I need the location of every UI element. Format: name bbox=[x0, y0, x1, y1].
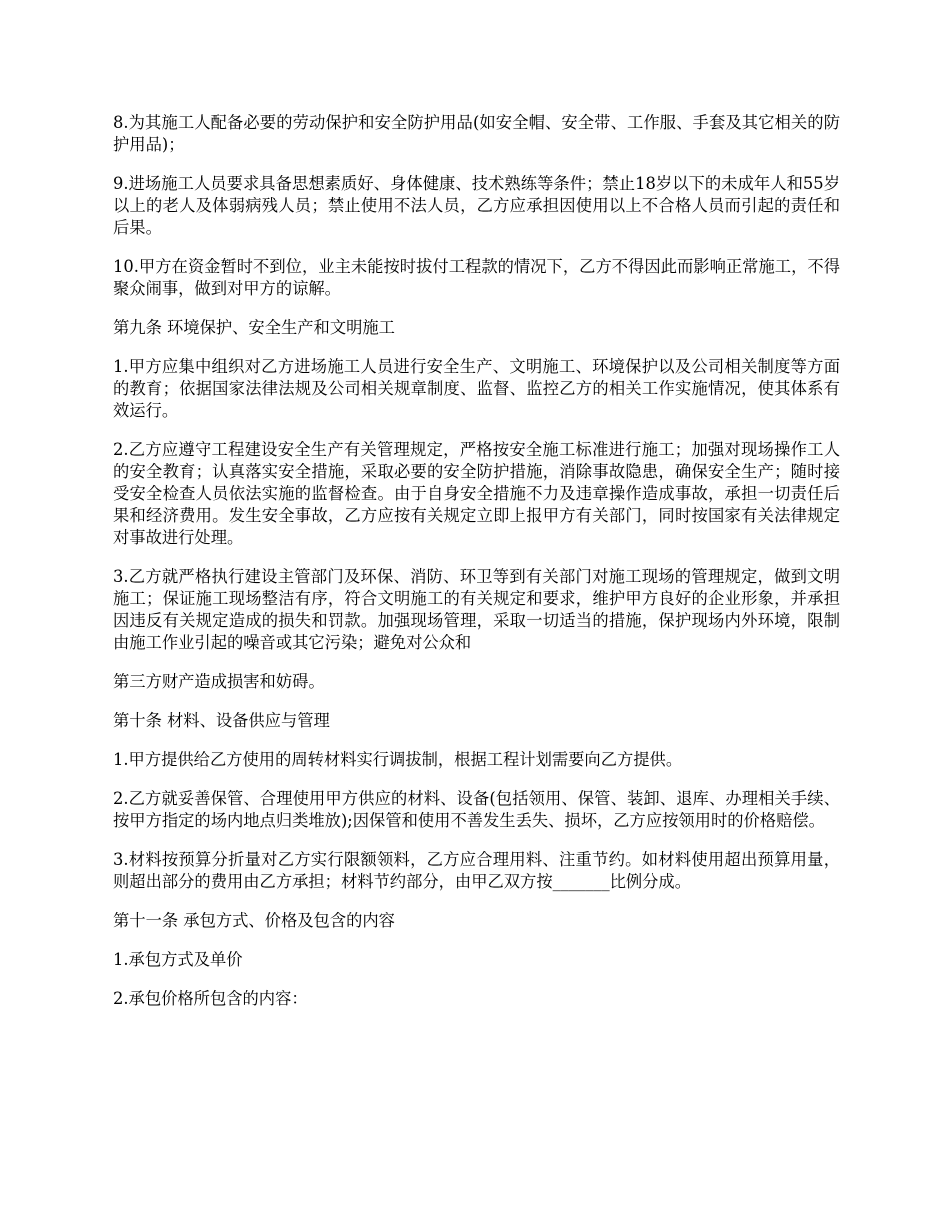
paragraph-item-10-funding-delay: 10.甲方在资金暂时不到位，业主未能按时拔付工程款的情况下，乙方不得因此而影响正常施工，不得聚众闹事，做到对甲方的谅解。 bbox=[113, 257, 840, 298]
paragraph-article-10-item-3: 3.材料按预算分折量对乙方实行限额领料，乙方应合理用料、注重节约。如材料使用超出预算用量，则超出部分的费用由乙方承担；材料节约部分，由甲乙双方按_______比例分成。 bbox=[113, 850, 840, 891]
paragraph-item-9-worker-requirements: 9.进场施工人员要求具备思想素质好、身体健康、技术熟练等条件；禁止18岁以下的未成年人和55岁以上的老人及体弱病残人员；禁止使用不法人员，乙方应承担因使用以上不合格人员而引起的责任和后果。 bbox=[113, 174, 840, 237]
paragraph-article-9-item-1: 1.甲方应集中组织对乙方进场施工人员进行安全生产、文明施工、环境保护以及公司相关制度等方面的教育；依据国家法律法规及公司相关规章制度、监督、监控乙方的相关工作实施情况，使其体系有效运行。 bbox=[113, 357, 840, 420]
paragraph-article-10-item-2: 2.乙方就妥善保管、合理使用甲方供应的材料、设备(包括领用、保管、装卸、退库、办理相关手续、按甲方指定的场内地点归类堆放);因保管和使用不善发生丢失、损坏，乙方应按领用时的价格赔偿。 bbox=[113, 789, 840, 830]
paragraph-article-9-item-2: 2.乙方应遵守工程建设安全生产有关管理规定，严格按安全施工标准进行施工；加强对现场操作工人的安全教育；认真落实安全措施，采取必要的安全防护措施，消除事故隐患，确保安全生产；随时接受安全检查人员依法实施的监督检查。由于自身安全措施不力及违章操作造成事故，承担一切责任后果和经济费用。发生安全事故，乙方应按有关规定立即上报甲方有关部门，同时按国家有关法律规定对事故进行处理。 bbox=[113, 440, 840, 547]
paragraph-article-9-item-3: 3.乙方就严格执行建设主管部门及环保、消防、环卫等到有关部门对施工现场的管理规定，做到文明施工；保证施工现场整洁有序，符合文明施工的有关规定和要求，维护甲方良好的企业形象，并承担因违反有关规定造成的损失和罚款。加强现场管理，采取一切适当的措施，保护现场内外环境，限制由施工作业引起的噪音或其它污染；避免对公众和 bbox=[113, 567, 840, 652]
paragraph-item-8-protective-equipment: 8.为其施工人配备必要的劳动保护和安全防护用品(如安全帽、安全带、工作服、手套及其它相关的防护用品)； bbox=[113, 113, 840, 154]
paragraph-article-11-item-1: 1.承包方式及单价 bbox=[113, 950, 243, 969]
paragraph-article-10-item-1: 1.甲方提供给乙方使用的周转材料实行调拔制，根据工程计划需要向乙方提供。 bbox=[113, 750, 683, 769]
section-heading-article-10: 第十条 材料、设备供应与管理 bbox=[113, 711, 330, 730]
section-heading-article-11: 第十一条 承包方式、价格及包含的内容 bbox=[113, 911, 395, 930]
section-heading-article-9: 第九条 环境保护、安全生产和文明施工 bbox=[113, 318, 395, 337]
paragraph-article-11-item-2: 2.承包价格所包含的内容： bbox=[113, 989, 308, 1008]
paragraph-article-9-item-3-continued: 第三方财产造成损害和妨碍。 bbox=[113, 672, 325, 691]
